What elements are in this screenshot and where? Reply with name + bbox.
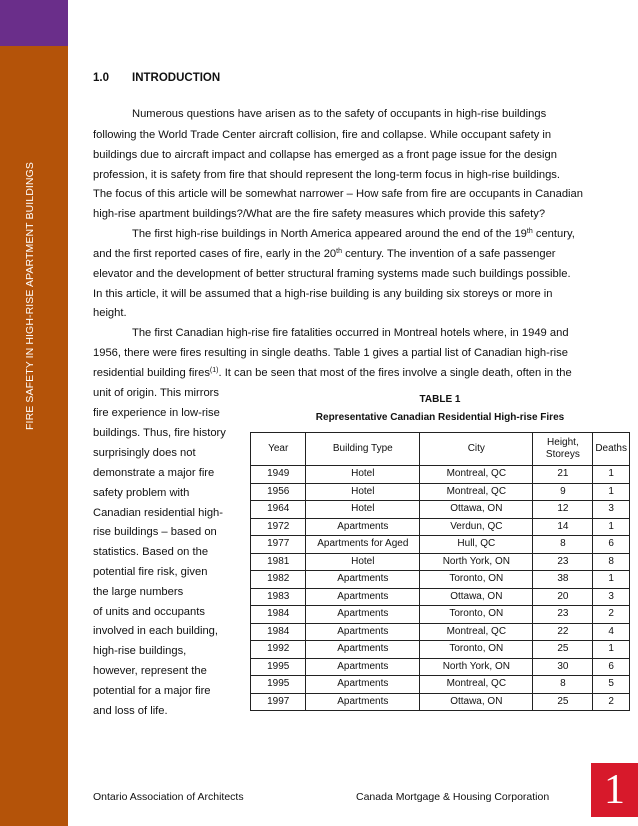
cell-building-type: Apartments	[306, 571, 420, 589]
cell-building-type: Hotel	[306, 553, 420, 571]
cell-year: 1981	[251, 553, 306, 571]
body-text: century,	[532, 228, 575, 240]
cell-height: 23	[533, 606, 593, 624]
cell-city: Ottawa, ON	[420, 588, 533, 606]
table-title: Representative Canadian Residential High-rise Fires	[315, 412, 565, 423]
cell-deaths: 2	[593, 693, 630, 711]
cell-height: 12	[533, 501, 593, 519]
cell-building-type: Hotel	[306, 501, 420, 519]
cell-year: 1983	[251, 588, 306, 606]
cell-height: 23	[533, 553, 593, 571]
body-line: high-rise apartment buildings?/What are the fire safety measures which provide this safety?	[93, 208, 546, 220]
body-line	[93, 247, 556, 261]
superscript: th	[526, 228, 533, 235]
cell-building-type: Apartments	[306, 641, 420, 659]
cell-deaths: 3	[593, 501, 630, 519]
body-line	[93, 366, 572, 380]
cell-height: 30	[533, 658, 593, 676]
cell-height: 22	[533, 623, 593, 641]
table-row	[251, 588, 630, 606]
side-text-line: fire experience in low-rise	[93, 407, 220, 419]
body-line	[132, 227, 575, 241]
footer-publisher: Ontario Association of Architects	[93, 791, 244, 803]
cell-height: 20	[533, 588, 593, 606]
table-row	[251, 466, 630, 484]
cell-building-type: Apartments	[306, 676, 420, 694]
cell-height: 38	[533, 571, 593, 589]
cell-year: 1972	[251, 518, 306, 536]
cell-year: 1997	[251, 693, 306, 711]
cell-city: Montreal, QC	[420, 466, 533, 484]
cell-deaths: 8	[593, 553, 630, 571]
cell-height: 25	[533, 641, 593, 659]
cell-building-type: Hotel	[306, 483, 420, 501]
side-text-line: surprisingly does not	[93, 447, 196, 459]
superscript: (1)	[209, 367, 219, 374]
cell-deaths: 4	[593, 623, 630, 641]
cell-deaths: 2	[593, 606, 630, 624]
table-row	[251, 658, 630, 676]
cell-year: 1995	[251, 658, 306, 676]
cell-deaths: 1	[593, 518, 630, 536]
sidebar-title-text: FIRE SAFETY IN HIGH-RISE APARTMENT BUILDINGS	[24, 162, 36, 430]
side-text-line: the large numbers	[93, 586, 184, 598]
table-row	[251, 518, 630, 536]
cell-building-type: Apartments	[306, 588, 420, 606]
cell-building-type: Apartments	[306, 658, 420, 676]
cell-building-type: Apartments	[306, 693, 420, 711]
cell-height: 9	[533, 483, 593, 501]
cell-height: 14	[533, 518, 593, 536]
side-text-line: of units and occupants	[93, 606, 205, 618]
cell-deaths: 1	[593, 466, 630, 484]
cell-year: 1949	[251, 466, 306, 484]
cell-height: 8	[533, 676, 593, 694]
footer-partner: Canada Mortgage & Housing Corporation	[356, 791, 550, 803]
header-year: Year	[251, 433, 306, 466]
table-row	[251, 571, 630, 589]
cell-building-type: Apartments for Aged	[306, 536, 420, 554]
cell-city: Toronto, ON	[420, 571, 533, 589]
body-text: century. The invention of a safe passenger	[342, 248, 556, 260]
cell-deaths: 5	[593, 676, 630, 694]
table-row	[251, 676, 630, 694]
cell-year: 1984	[251, 623, 306, 641]
cell-year: 1964	[251, 501, 306, 519]
cell-year: 1977	[251, 536, 306, 554]
side-text-line: potential for a major fire	[93, 685, 211, 697]
side-text-line: Canadian residential high-	[93, 507, 223, 519]
fires-table	[250, 432, 630, 711]
cell-building-type: Apartments	[306, 606, 420, 624]
side-text-line: and loss of life.	[93, 705, 168, 717]
body-text: and the first reported cases of fire, early in the 20	[93, 248, 337, 260]
cell-year: 1984	[251, 606, 306, 624]
cell-city: North York, ON	[420, 553, 533, 571]
header-building-type: Building Type	[306, 433, 420, 466]
cell-year: 1992	[251, 641, 306, 659]
body-line: The first Canadian high-rise fire fatalities occurred in Montreal hotels where, in 1949 and	[132, 327, 569, 339]
table-row	[251, 641, 630, 659]
cell-year: 1956	[251, 483, 306, 501]
body-line: profession, it is safety from fire that should represent the long-term focus in high-rise buildings.	[93, 169, 560, 181]
cell-year: 1995	[251, 676, 306, 694]
section-number: 1.0	[93, 72, 109, 84]
cell-year: 1982	[251, 571, 306, 589]
cell-deaths: 1	[593, 571, 630, 589]
side-text-line: unit of origin. This mirrors	[93, 387, 220, 399]
side-text-line: buildings. Thus, fire history	[93, 427, 226, 439]
cell-deaths: 6	[593, 536, 630, 554]
body-line: In this article, it will be assumed that a high-rise building is any building six storeys or more in	[93, 288, 553, 300]
cell-city: Montreal, QC	[420, 483, 533, 501]
cell-building-type: Apartments	[306, 518, 420, 536]
side-text-line: high-rise buildings,	[93, 645, 187, 657]
body-line: Numerous questions have arisen as to the safety of occupants in high-rise buildings	[132, 108, 547, 120]
body-text: . It can be seen that most of the fires involve a single death, often in the	[218, 367, 572, 379]
sidebar-top-band	[0, 0, 68, 46]
body-text: residential building fires	[93, 367, 210, 379]
cell-city: Ottawa, ON	[420, 693, 533, 711]
body-text: The first high-rise buildings in North America appeared around the end of the 19	[132, 228, 527, 240]
table-row	[251, 501, 630, 519]
header-deaths: Deaths	[593, 433, 630, 466]
side-text-line: statistics. Based on the	[93, 546, 209, 558]
cell-deaths: 1	[593, 483, 630, 501]
side-text-line: however, represent the	[93, 665, 207, 677]
side-text-line: safety problem with	[93, 487, 190, 499]
table-row	[251, 693, 630, 711]
section-title: INTRODUCTION	[132, 72, 221, 84]
side-text-line: involved in each building,	[93, 625, 219, 637]
body-line: The focus of this article will be somewhat narrower – How safe from fire are occupants in Canadian	[93, 188, 583, 200]
side-text-line: demonstrate a major fire	[93, 467, 215, 479]
table-label: TABLE 1	[419, 394, 461, 405]
table-header-row	[251, 433, 630, 466]
body-line: elevator and the development of better structural framing systems made such buildings possible.	[93, 268, 571, 280]
body-line: following the World Trade Center aircraft collision, fire and collapse. While occupant safety in	[93, 129, 552, 141]
cell-deaths: 6	[593, 658, 630, 676]
cell-height: 8	[533, 536, 593, 554]
header-city: City	[420, 433, 533, 466]
page-number: 1	[591, 763, 638, 817]
cell-deaths: 3	[593, 588, 630, 606]
cell-height: 21	[533, 466, 593, 484]
cell-city: Hull, QC	[420, 536, 533, 554]
superscript: th	[336, 248, 342, 255]
cell-city: Montreal, QC	[420, 623, 533, 641]
cell-city: Montreal, QC	[420, 676, 533, 694]
body-line: buildings due to aircraft impact and collapse has emerged as a front page issue for the design	[93, 149, 557, 161]
body-line: 1956, there were fires resulting in single deaths. Table 1 gives a partial list of Canadian high-rise	[93, 347, 568, 359]
header-height: Height, Storeys	[533, 433, 593, 466]
body-line: height.	[93, 307, 127, 319]
side-text-line: rise buildings – based on	[93, 526, 217, 538]
table-row	[251, 623, 630, 641]
table-row	[251, 606, 630, 624]
cell-city: Verdun, QC	[420, 518, 533, 536]
cell-city: Ottawa, ON	[420, 501, 533, 519]
cell-deaths: 1	[593, 641, 630, 659]
cell-city: North York, ON	[420, 658, 533, 676]
cell-building-type: Apartments	[306, 623, 420, 641]
table-row	[251, 483, 630, 501]
table-row	[251, 536, 630, 554]
cell-city: Toronto, ON	[420, 606, 533, 624]
cell-building-type: Hotel	[306, 466, 420, 484]
side-text-line: potential fire risk, given	[93, 566, 208, 578]
cell-height: 25	[533, 693, 593, 711]
cell-city: Toronto, ON	[420, 641, 533, 659]
table-row	[251, 553, 630, 571]
